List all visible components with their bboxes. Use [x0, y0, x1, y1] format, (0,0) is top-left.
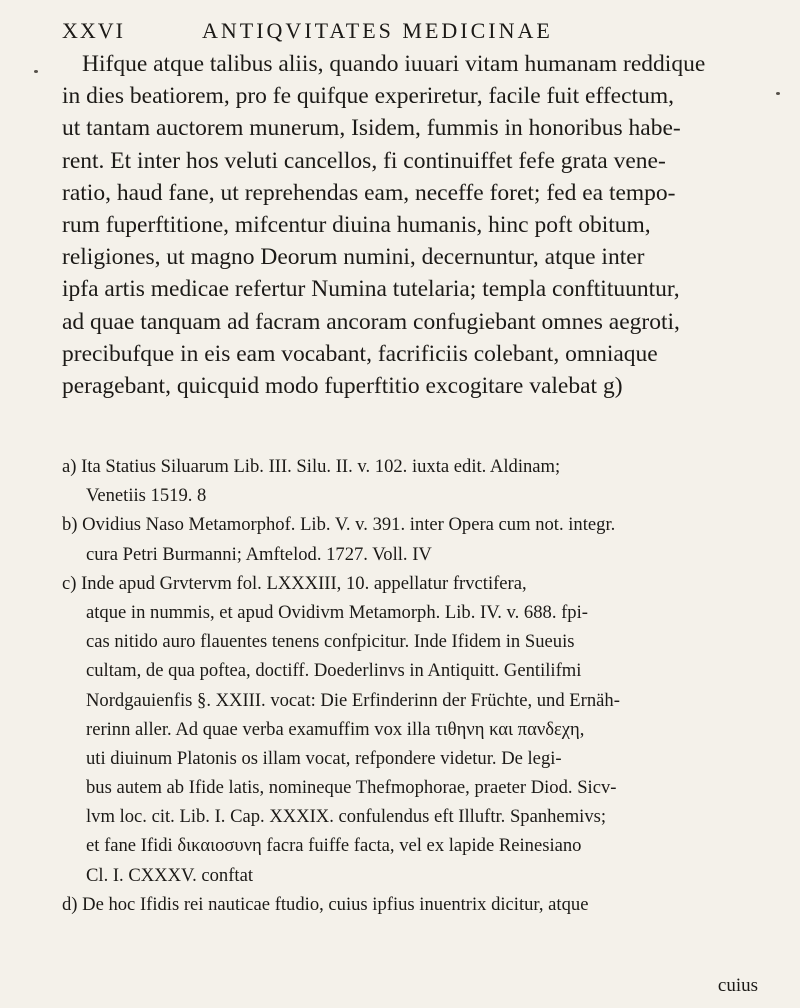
text-line: precibufque in eis eam vocabant, facrificiis colebant, omniaque — [62, 340, 658, 367]
footnote-line: Nordgauienfis §. XXIII. vocat: Die Erfinderinn der Früchte, und Ernäh- — [86, 689, 620, 711]
text-line: religiones, ut magno Deorum numini, decernuntur, atque inter — [62, 244, 645, 271]
footnote-line: atque in nummis, et apud Ovidivm Metamorph. Lib. IV. v. 688. fpi- — [86, 601, 588, 623]
text-line: ipfa artis medicae refertur Numina tutelaria; templa conftituuntur, — [62, 276, 680, 303]
text-line: ut tantam auctorem munerum, Isidem, fummis in honoribus habe- — [62, 115, 681, 142]
footnote-line: d) De hoc Ifidis rei nauticae ftudio, cuius ipfius inuentrix dicitur, atque — [62, 893, 589, 915]
footnote-line: cura Petri Burmanni; Amftelod. 1727. Voll. IV — [86, 543, 432, 565]
footnote-line: b) Ovidius Naso Metamorphof. Lib. V. v. 391. inter Opera cum not. integr. — [62, 514, 616, 536]
catchword: cuius — [717, 975, 758, 996]
footnote-line: uti diuinum Platonis os illam vocat, refpondere videtur. De legi- — [86, 747, 562, 769]
text-line: peragebant, quicquid modo fuperftitio excogitare valebat g) — [62, 372, 623, 399]
text-line: in dies beatiorem, pro fe quifque experiretur, facile fuit effectum, — [62, 83, 674, 110]
text-line: rent. Et inter hos veluti cancellos, fi continuiffet fefe grata vene- — [62, 147, 666, 174]
running-title: ANTIQVITATES MEDICINAE — [202, 18, 553, 43]
ink-speck — [34, 70, 38, 73]
ink-speck — [776, 92, 780, 95]
footnote-line: lvm loc. cit. Lib. I. Cap. XXXIX. confulendus eft Illuftr. Spanhemivs; — [86, 806, 607, 828]
footnote-line: Cl. I. CXXXV. conftat — [86, 864, 253, 886]
footnotes — [62, 452, 762, 919]
footnote-line: rerinn aller. Ad quae verba examuffim vox illa τιθηνη και πανδεχη, — [86, 718, 585, 740]
footnote-line: a) Ita Statius Siluarum Lib. III. Silu. II. v. 102. iuxta edit. Aldinam; — [62, 456, 561, 477]
footnote-line: Venetiis 1519. 8 — [86, 485, 207, 507]
text-line: rum fuperftitione, mifcentur diuina humanis, hinc poft obitum, — [62, 211, 651, 238]
footnote-line: cultam, de qua poftea, doctiff. Doederlinvs in Antiquitt. Gentilifmi — [86, 660, 582, 682]
text-line: ratio, haud fane, ut reprehendas eam, neceffe foret; fed ea tempo- — [62, 179, 676, 206]
footnote-line: bus autem ab Ifide latis, nomineque Thefmophorae, praeter Diod. Sicv- — [86, 777, 617, 799]
running-header — [62, 18, 752, 48]
text-line: Hifque atque talibus aliis, quando iuuari vitam humanam reddique — [82, 51, 706, 77]
footnote-line: et fane Ifidi δικαιοσυνη facra fuiffe facta, vel ex lapide Reinesiano — [86, 835, 582, 857]
footnote-line: cas nitido auro flauentes tenens confpicitur. Inde Ifidem in Sueuis — [86, 631, 575, 653]
page-number: XXVI — [62, 18, 125, 43]
main-text — [62, 48, 762, 402]
footnote-line: c) Inde apud Grvtervm fol. LXXXIII, 10. appellatur frvctifera, — [62, 572, 527, 594]
text-line: ad quae tanquam ad facram ancoram confugiebant omnes aegroti, — [62, 308, 680, 335]
